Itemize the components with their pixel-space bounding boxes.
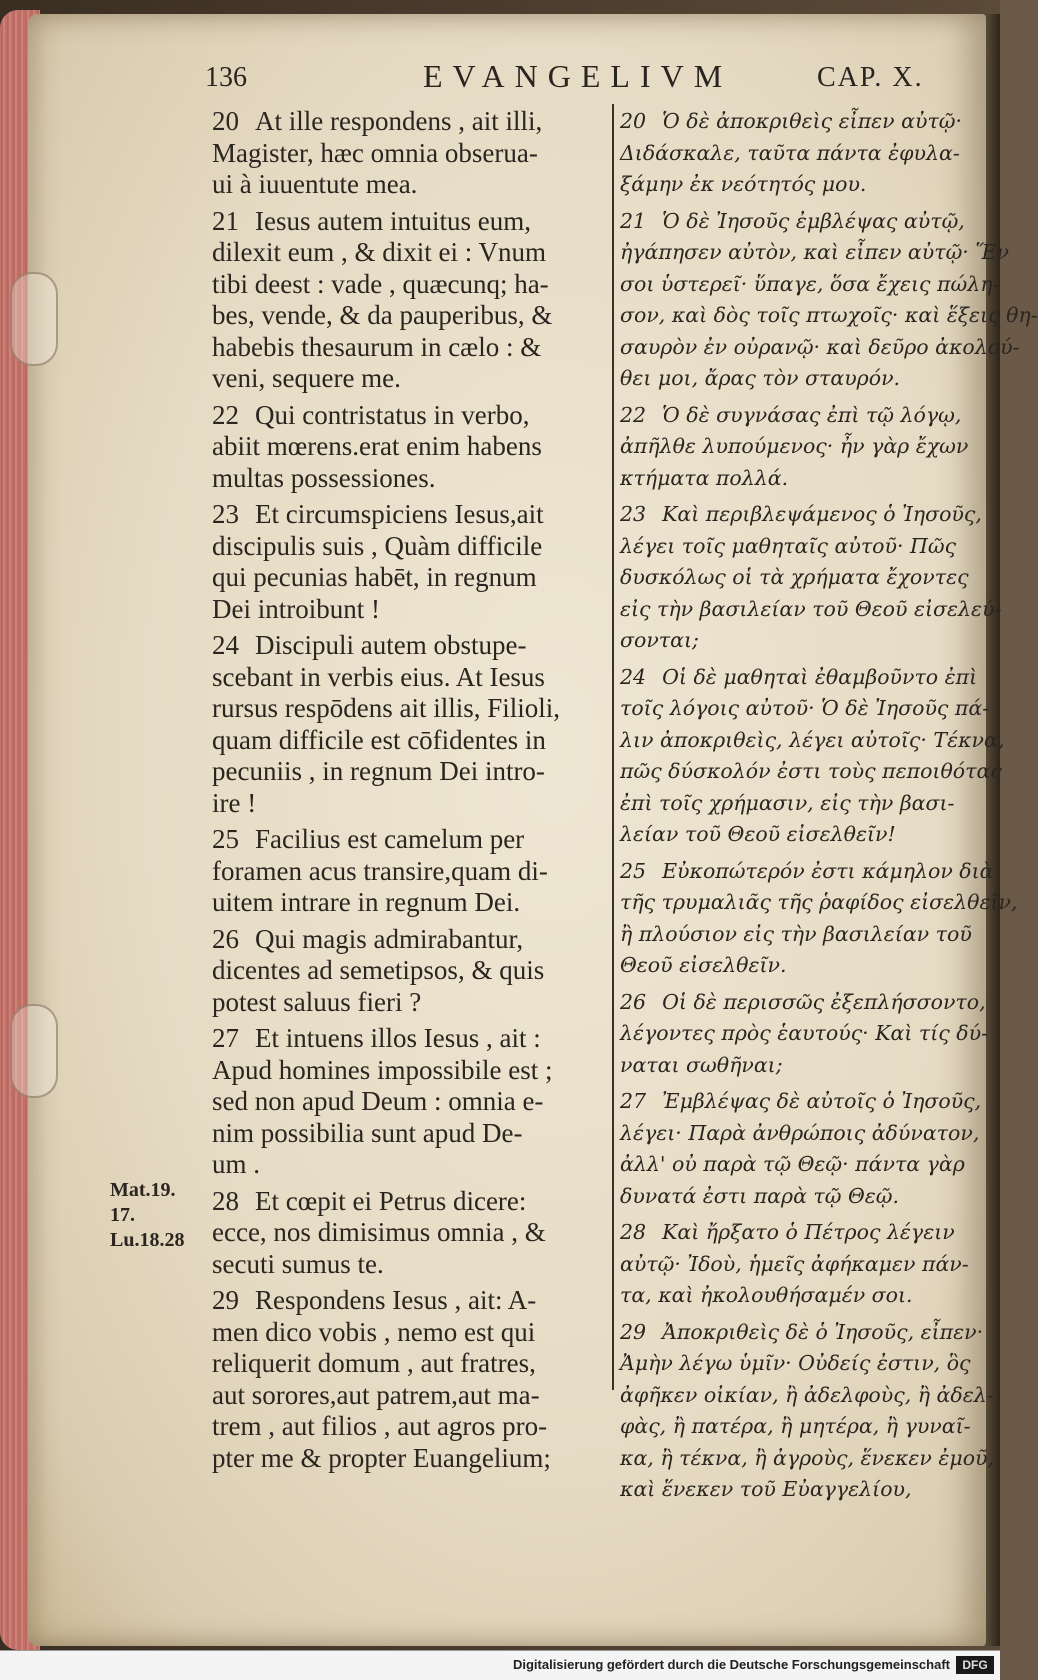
latin-verse-line bbox=[212, 1348, 607, 1380]
latin-verse-text: reliquerit domum , aut fratres, bbox=[212, 1348, 536, 1378]
greek-verse-text: λέγοντες πρὸς ἑαυτούς· Καὶ τίς δύ- bbox=[620, 1021, 989, 1045]
latin-verse-number: 25 bbox=[212, 824, 239, 854]
greek-verse-text: τοῖς λόγοις αὐτοῦ· Ὁ δὲ Ἰησοῦς πά- bbox=[620, 696, 990, 720]
latin-verse-line bbox=[212, 431, 607, 463]
margin-reference bbox=[110, 1178, 206, 1253]
greek-verse-line bbox=[620, 1249, 970, 1281]
greek-verse-number: 21 bbox=[620, 208, 647, 233]
latin-verse-line bbox=[212, 138, 607, 170]
page-number: 136 bbox=[205, 62, 247, 93]
greek-verse-line bbox=[620, 1474, 970, 1506]
greek-verse-text: ἀπῆλθε λυπούμενος· ἦν γὰρ ἔχων bbox=[620, 434, 969, 458]
latin-verse-line bbox=[212, 499, 607, 531]
greek-verse-text: Διδάσκαλε, ταῦτα πάντα ἐφυλα- bbox=[620, 140, 960, 165]
page-header bbox=[205, 58, 975, 98]
latin-verse-line bbox=[212, 531, 607, 563]
latin-verse-line bbox=[212, 1023, 607, 1055]
latin-verse bbox=[212, 206, 607, 395]
latin-verse-text: scebant in verbis eius. At Iesus bbox=[212, 661, 545, 692]
greek-verse-line bbox=[620, 1018, 989, 1050]
greek-verse-line bbox=[620, 106, 970, 138]
greek-verse-text: Ὁ δὲ συγνάσας ἐπὶ τῷ λόγῳ, bbox=[662, 402, 962, 427]
latin-column bbox=[212, 106, 607, 1479]
greek-verse-line bbox=[620, 950, 970, 982]
greek-verse-line bbox=[620, 1348, 970, 1380]
latin-verse-text: Et cœpit ei Petrus dicere: bbox=[255, 1185, 527, 1216]
latin-verse-text: potest saluus fieri ? bbox=[212, 986, 422, 1017]
latin-verse-line bbox=[212, 206, 607, 238]
greek-verse-text: Οἱ δὲ μαθηταὶ ἐθαμβοῦντο ἐπὶ bbox=[662, 664, 978, 689]
page-clip-mark bbox=[10, 272, 58, 366]
greek-verse-line bbox=[620, 662, 978, 694]
latin-verse-line bbox=[212, 106, 607, 138]
latin-verse-line bbox=[212, 693, 607, 725]
greek-verse-line bbox=[620, 1443, 995, 1475]
latin-verse-text: rursus respōdens ait illis, Filioli, bbox=[212, 693, 560, 723]
latin-verse-number: 28 bbox=[212, 1185, 239, 1216]
latin-verse-text: habebis thesaurum in cælo : & bbox=[212, 331, 542, 362]
greek-verse-text: φὰς, ἢ πατέρα, ἢ μητέρα, ἢ γυναῖ- bbox=[620, 1414, 971, 1438]
greek-verse-text: Ἀμὴν λέγω ὑμῖν· Οὐδείς ἐστιν, ὃς bbox=[620, 1351, 971, 1375]
latin-verse-text: multas possessiones. bbox=[212, 462, 436, 493]
latin-verse-number: 22 bbox=[212, 399, 239, 430]
greek-verse-text: Οἱ δὲ περισσῶς ἐξεπλήσσοντο, bbox=[662, 989, 986, 1014]
greek-verse-line bbox=[620, 987, 986, 1019]
latin-verse-line bbox=[212, 269, 607, 301]
footer-credit: Digitalisierung gefördert durch die Deutsche Forschungsgemeinschaft bbox=[512, 1657, 950, 1672]
greek-verse-number: 24 bbox=[620, 664, 647, 689]
greek-verse-text: ναται σωθῆναι; bbox=[620, 1052, 783, 1077]
greek-verse bbox=[620, 1317, 995, 1506]
latin-verse-text: secuti sumus te. bbox=[212, 1248, 384, 1279]
greek-verse-line bbox=[620, 499, 982, 531]
greek-verse-text: κα, ἢ τέκνα, ἢ ἀγροὺς, ἕνεκεν ἐμοῦ, bbox=[620, 1445, 995, 1470]
latin-verse-line bbox=[212, 1411, 607, 1443]
latin-verse-line bbox=[212, 594, 607, 626]
greek-verse-line bbox=[620, 269, 1000, 301]
greek-verse-text: σαυρὸν ἐν οὐρανῷ· καὶ δεῦρο ἀκολού- bbox=[620, 334, 1020, 359]
latin-verse-line bbox=[212, 856, 607, 888]
latin-verse-number: 27 bbox=[212, 1023, 239, 1053]
greek-verse bbox=[620, 106, 970, 201]
latin-verse-text: abiit mœrens.erat enim habens bbox=[212, 431, 542, 461]
greek-verse bbox=[620, 662, 1005, 851]
latin-verse-text: uitem intrare in regnum Dei. bbox=[212, 887, 521, 917]
greek-verse-text: σονται; bbox=[620, 628, 699, 652]
greek-verse-text: ἐπὶ τοῖς χρήμασιν, εἰς τὴν βασι- bbox=[620, 790, 955, 815]
greek-verse-line bbox=[620, 363, 970, 395]
greek-verse-text: πῶς δύσκολόν ἐστι τοὺς πεποιθότας bbox=[620, 759, 1002, 783]
latin-verse-line bbox=[212, 662, 607, 694]
greek-verse-line bbox=[620, 1317, 984, 1349]
latin-verse-line bbox=[212, 987, 607, 1019]
greek-verse-text: Ἐμβλέψας δὲ αὐτοῖς ὁ Ἰησοῦς, bbox=[662, 1089, 982, 1113]
greek-verse-number: 29 bbox=[620, 1319, 647, 1344]
latin-verse-text: um . bbox=[212, 1149, 261, 1179]
greek-verse bbox=[620, 499, 1002, 657]
latin-verse-text: Magister, hæc omnia obserua- bbox=[212, 137, 538, 168]
latin-verse bbox=[212, 924, 607, 1019]
greek-verse-text: καὶ ἕνεκεν τοῦ Εὐαγγελίου, bbox=[620, 1477, 912, 1501]
greek-verse bbox=[620, 1217, 970, 1312]
latin-verse-line bbox=[212, 725, 607, 757]
greek-verse-text: ξάμην ἐκ νεότητός μου. bbox=[620, 172, 867, 196]
greek-verse-line bbox=[620, 1217, 970, 1249]
latin-verse bbox=[212, 1285, 607, 1474]
latin-verse-line bbox=[212, 1249, 607, 1281]
chapter-label: CAP. X. bbox=[817, 62, 924, 93]
latin-verse-line bbox=[212, 463, 607, 495]
greek-verse-line bbox=[620, 756, 1002, 788]
greek-verse-text: ἀφῆκεν οἰκίαν, ἢ ἀδελφοὺς, ἢ ἀδελ- bbox=[620, 1382, 994, 1407]
latin-verse-text: Facilius est camelum per bbox=[255, 824, 525, 854]
greek-verse bbox=[620, 1086, 982, 1212]
digitization-footer bbox=[0, 1650, 1000, 1680]
margin-reference-line: Lu.18.28 bbox=[110, 1229, 185, 1251]
greek-verse-line bbox=[620, 431, 970, 463]
latin-verse-text: ui à iuuentute mea. bbox=[212, 169, 418, 199]
latin-verse bbox=[212, 824, 607, 919]
latin-verse-line bbox=[212, 924, 607, 956]
greek-verse-text: λέγει· Παρὰ ἀνθρώποις ἀδύνατον, bbox=[620, 1120, 980, 1145]
greek-verse-text: δυνατά ἐστι παρὰ τῷ Θεῷ. bbox=[620, 1183, 900, 1208]
latin-verse-text: aut sorores,aut patrem,aut ma- bbox=[212, 1379, 540, 1410]
greek-verse-line bbox=[620, 1149, 970, 1181]
greek-verse-line bbox=[620, 169, 970, 201]
greek-verse-line bbox=[620, 531, 970, 563]
greek-verse bbox=[620, 987, 989, 1082]
greek-verse-line bbox=[620, 819, 970, 851]
latin-verse-text: ecce, nos dimisimus omnia , & bbox=[212, 1217, 546, 1247]
greek-verse-line bbox=[620, 237, 1009, 269]
latin-verse-text: sed non apud Deum : omnia e- bbox=[212, 1086, 544, 1116]
dfg-logo: DFG bbox=[956, 1656, 994, 1674]
greek-verse-text: Καὶ ἤρξατο ὁ Πέτρος λέγειν bbox=[662, 1220, 955, 1244]
latin-verse-text: At ille respondens , ait illi, bbox=[255, 106, 543, 136]
latin-verse-text: dicentes ad semetipsos, & quis bbox=[212, 955, 545, 985]
latin-verse-text: discipulis suis , Quàm difficile bbox=[212, 530, 543, 561]
latin-verse-text: dilexit eum , & dixit ei : Vnum bbox=[212, 237, 546, 267]
latin-verse-line bbox=[212, 332, 607, 364]
latin-verse-text: qui pecunias habēt, in regnum bbox=[212, 562, 537, 592]
latin-verse-number: 23 bbox=[212, 499, 239, 529]
latin-verse-text: Dei introibunt ! bbox=[212, 593, 380, 624]
greek-verse-text: Καὶ περιβλεψάμενος ὁ Ἰησοῦς, bbox=[662, 502, 982, 526]
greek-verse-line bbox=[620, 1411, 970, 1443]
greek-verse-line bbox=[620, 1050, 970, 1082]
greek-verse-number: 20 bbox=[620, 109, 647, 133]
greek-verse-text: Ὁ δὲ Ἰησοῦς ἐμβλέψας αὐτῷ, bbox=[662, 208, 965, 233]
greek-verse-line bbox=[620, 206, 970, 238]
latin-verse-line bbox=[212, 1149, 607, 1181]
latin-verse-line bbox=[212, 237, 607, 269]
latin-verse-text: Et intuens illos Iesus , ait : bbox=[255, 1023, 541, 1053]
greek-verse-line bbox=[620, 332, 1020, 364]
latin-verse-line bbox=[212, 1055, 607, 1087]
greek-verse-text: δυσκόλως οἱ τὰ χρήματα ἔχοντες bbox=[620, 565, 969, 589]
latin-verse-text: pter me & propter Euangelium; bbox=[212, 1442, 551, 1473]
greek-verse-text: σον, καὶ δὸς τοῖς πτωχοῖς· καὶ ἕξεις θη- bbox=[620, 303, 1038, 327]
latin-verse-line bbox=[212, 1443, 607, 1475]
greek-verse-text: αὐτῷ· Ἰδοὺ, ἡμεῖς ἀφήκαμεν πάν- bbox=[620, 1251, 969, 1276]
greek-verse-line bbox=[620, 1380, 994, 1412]
latin-verse-number: 26 bbox=[212, 923, 239, 954]
margin-reference-line: 17. bbox=[110, 1204, 135, 1226]
latin-verse-line bbox=[212, 824, 607, 856]
greek-verse bbox=[620, 400, 970, 495]
greek-verse-line bbox=[620, 400, 970, 432]
column-divider bbox=[612, 104, 614, 1390]
greek-verse-text: λείαν τοῦ Θεοῦ εἰσελθεῖν! bbox=[620, 822, 896, 846]
greek-verse-text: θει μοι, ἄρας τὸν σταυρόν. bbox=[620, 366, 901, 390]
latin-verse-line bbox=[212, 400, 607, 432]
greek-verse-line bbox=[620, 1181, 970, 1213]
greek-verse-text: ἀλλ' οὐ παρὰ τῷ Θεῷ· πάντα γὰρ bbox=[620, 1152, 965, 1176]
running-title: EVANGELIVM bbox=[423, 58, 733, 94]
latin-verse-text: veni, sequere me. bbox=[212, 363, 401, 393]
latin-verse-line bbox=[212, 1118, 607, 1150]
latin-verse bbox=[212, 1186, 607, 1281]
page-clip-mark bbox=[10, 1004, 58, 1098]
latin-verse-number: 20 bbox=[212, 106, 239, 136]
greek-verse-line bbox=[620, 562, 970, 594]
latin-verse-line bbox=[212, 1086, 607, 1118]
greek-verse-line bbox=[620, 887, 1018, 919]
greek-verse-line bbox=[620, 138, 970, 170]
greek-verse-text: λιν ἀποκριθεὶς, λέγει αὐτοῖς· Τέκνα, bbox=[620, 727, 1005, 752]
latin-verse-line bbox=[212, 788, 607, 820]
greek-verse-line bbox=[620, 1280, 970, 1312]
greek-verse-line bbox=[620, 919, 970, 951]
latin-verse-text: Respondens Iesus , ait: A- bbox=[255, 1285, 537, 1315]
greek-verse-text: Ὁ δὲ ἀποκριθεὶς εἶπεν αὐτῷ· bbox=[662, 109, 963, 133]
latin-verse-line bbox=[212, 1217, 607, 1249]
latin-verse-text: pecuniis , in regnum Dei intro- bbox=[212, 756, 545, 786]
greek-verse-text: ἢ πλούσιον εἰς τὴν βασιλείαν τοῦ bbox=[620, 921, 972, 946]
latin-verse-number: 29 bbox=[212, 1285, 239, 1315]
greek-verse-text: τῆς τρυμαλιᾶς τῆς ῥαφίδος εἰσελθεῖν, bbox=[620, 890, 1018, 914]
latin-verse bbox=[212, 1023, 607, 1181]
greek-verse-line bbox=[620, 788, 970, 820]
latin-verse-text: men dico vobis , nemo est qui bbox=[212, 1316, 536, 1347]
greek-verse-line bbox=[620, 1118, 980, 1150]
greek-verse-line bbox=[620, 856, 994, 888]
greek-verse-text: εἰς τὴν βασιλείαν τοῦ Θεοῦ εἰσελεύ- bbox=[620, 596, 1002, 621]
latin-verse-text: Qui contristatus in verbo, bbox=[255, 399, 530, 430]
latin-verse-line bbox=[212, 363, 607, 395]
greek-verse-number: 27 bbox=[620, 1089, 647, 1113]
latin-verse-line bbox=[212, 756, 607, 788]
greek-verse-text: ἠγάπησεν αὐτὸν, καὶ εἶπεν αὐτῷ· Ἕν bbox=[620, 240, 1009, 264]
greek-column bbox=[620, 106, 1038, 1511]
greek-verse-number: 25 bbox=[620, 858, 647, 883]
greek-verse bbox=[620, 856, 1018, 982]
latin-verse-text: Apud homines impossibile est ; bbox=[212, 1054, 553, 1085]
greek-verse-line bbox=[620, 725, 1005, 757]
latin-verse bbox=[212, 400, 607, 495]
greek-verse-number: 23 bbox=[620, 502, 647, 526]
latin-verse-text: Discipuli autem obstupe- bbox=[255, 630, 527, 660]
latin-verse-text: Qui magis admirabantur, bbox=[255, 923, 524, 954]
greek-verse-text: Ἀποκριθεὶς δὲ ὁ Ἰησοῦς, εἶπεν· bbox=[662, 1319, 984, 1344]
latin-verse-line bbox=[212, 562, 607, 594]
greek-verse-line bbox=[620, 463, 970, 495]
greek-verse-line bbox=[620, 594, 1002, 626]
latin-verse-text: quam difficile est cōfidentes in bbox=[212, 724, 546, 755]
latin-verse-text: Et circumspiciens Iesus,ait bbox=[255, 499, 544, 529]
latin-verse-text: Iesus autem intuitus eum, bbox=[255, 205, 531, 236]
greek-verse-text: λέγει τοῖς μαθηταῖς αὐτοῦ· Πῶς bbox=[620, 533, 957, 558]
greek-verse-text: τα, καὶ ἠκολουθήσαμέν σοι. bbox=[620, 1283, 913, 1307]
latin-verse-text: bes, vende, & da pauperibus, & bbox=[212, 300, 553, 330]
latin-verse-line bbox=[212, 1285, 607, 1317]
latin-verse bbox=[212, 106, 607, 201]
greek-verse bbox=[620, 206, 1038, 395]
greek-verse-text: Θεοῦ εἰσελθεῖν. bbox=[620, 953, 787, 977]
latin-verse-line bbox=[212, 887, 607, 919]
latin-verse-text: foramen acus transire,quam di- bbox=[212, 855, 548, 886]
latin-verse-line bbox=[212, 300, 607, 332]
greek-verse-line bbox=[620, 300, 1038, 332]
greek-verse-line bbox=[620, 625, 970, 657]
latin-verse-line bbox=[212, 169, 607, 201]
latin-verse-line bbox=[212, 630, 607, 662]
latin-verse-text: tibi deest : vade , quæcunq; ha- bbox=[212, 268, 549, 299]
latin-verse-line bbox=[212, 1317, 607, 1349]
greek-verse-line bbox=[620, 1086, 982, 1118]
latin-verse-text: ire ! bbox=[212, 787, 257, 818]
latin-verse-text: trem , aut filios , aut agros pro- bbox=[212, 1411, 548, 1441]
latin-verse bbox=[212, 630, 607, 819]
margin-reference-line: Mat.19. bbox=[110, 1179, 176, 1201]
greek-verse-text: κτήματα πολλά. bbox=[620, 465, 789, 490]
latin-verse bbox=[212, 499, 607, 625]
greek-verse-number: 22 bbox=[620, 402, 647, 427]
latin-verse-number: 24 bbox=[212, 630, 239, 660]
latin-verse-text: nim possibilia sunt apud De- bbox=[212, 1117, 523, 1148]
greek-verse-text: Εὐκοπώτερόν ἐστι κάμηλον διὰ bbox=[662, 858, 994, 883]
latin-verse-line bbox=[212, 955, 607, 987]
latin-verse-line bbox=[212, 1186, 607, 1218]
greek-verse-number: 28 bbox=[620, 1220, 647, 1244]
greek-verse-line bbox=[620, 693, 990, 725]
greek-verse-number: 26 bbox=[620, 989, 647, 1014]
latin-verse-line bbox=[212, 1380, 607, 1412]
greek-verse-text: σοι ὑστερεῖ· ὕπαγε, ὅσα ἔχεις πώλη- bbox=[620, 271, 1000, 296]
latin-verse-number: 21 bbox=[212, 205, 239, 236]
